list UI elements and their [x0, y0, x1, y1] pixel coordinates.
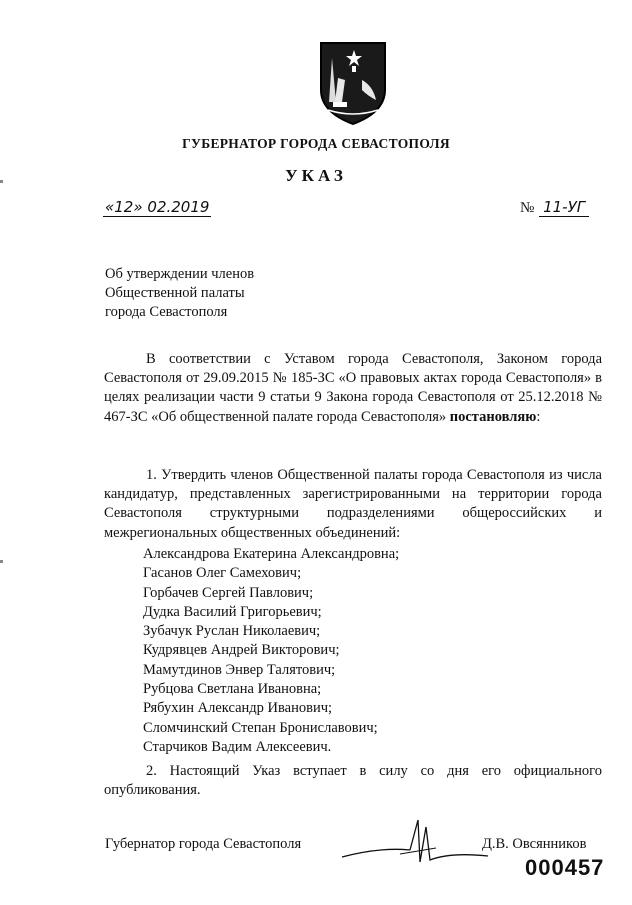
- document-date: «12» 02.2019: [105, 198, 210, 216]
- date-day: 12: [114, 198, 134, 216]
- member-item: Гасанов Олег Самехович;: [143, 565, 302, 582]
- scan-mark: [0, 180, 3, 183]
- member-item: Александрова Екатерина Александровна;: [143, 546, 400, 562]
- date-rest: 02.2019: [147, 198, 210, 216]
- scan-mark: [0, 560, 3, 563]
- member-item: Зубачук Руслан Николаевич;: [143, 623, 321, 640]
- document-type: УКАЗ: [285, 166, 347, 185]
- preamble-paragraph: В соответствии с Уставом города Севастополя, Законом города Севастополя от 29.09.2015 № 185-ЗС «О правовых актах города Севастополя» в целях реализации части 9 статьи 9 Закона города Севастополя от 25.12.2018 № 467-ЗС «Об общественной палате города Севастополя» постановляю:: [104, 351, 602, 425]
- member-item: Горбачев Сергей Павлович;: [143, 584, 314, 601]
- coat-of-arms-icon: [318, 40, 388, 126]
- document-number: № 11-УГ: [520, 198, 589, 217]
- member-item: Сломчинский Степан Брониславович;: [143, 719, 378, 736]
- item-2-paragraph: 2. Настоящий Указ вступает в силу со дня его официального опубликования.: [104, 763, 602, 799]
- member-item: Кудрявцев Андрей Викторович;: [143, 642, 340, 659]
- handwritten-signature: [340, 812, 490, 872]
- member-item: Старчиков Вадим Алексеевич.: [143, 738, 332, 755]
- decree-word: постановляю: [449, 408, 537, 425]
- issuer-title: ГУБЕРНАТОР ГОРОДА СЕВАСТОПОЛЯ: [182, 136, 450, 151]
- members-list: [143, 545, 399, 757]
- serial-number: 000457: [525, 855, 605, 880]
- member-item: Рубцова Светлана Ивановна;: [143, 681, 322, 698]
- signatory-name: Д.В. Овсянников: [482, 836, 587, 852]
- member-item: Дудка Василий Григорьевич;: [143, 603, 322, 620]
- document-subject: Об утверждении членов Общественной палаты города Севастополя: [105, 266, 255, 320]
- number-value: 11-УГ: [539, 198, 589, 217]
- signatory-position: Губернатор города Севастополя: [105, 836, 302, 852]
- member-item: Мамутдинов Энвер Талятович;: [143, 661, 336, 678]
- item-1-paragraph: 1. Утвердить членов Общественной палаты города Севастополя из числа кандидатур, представленных зарегистрированными на территории города Севастополя структурными подразделениями общероссийских и межрегиональных общественных объединений:: [104, 467, 602, 541]
- member-item: Рябухин Александр Иванович;: [143, 700, 333, 717]
